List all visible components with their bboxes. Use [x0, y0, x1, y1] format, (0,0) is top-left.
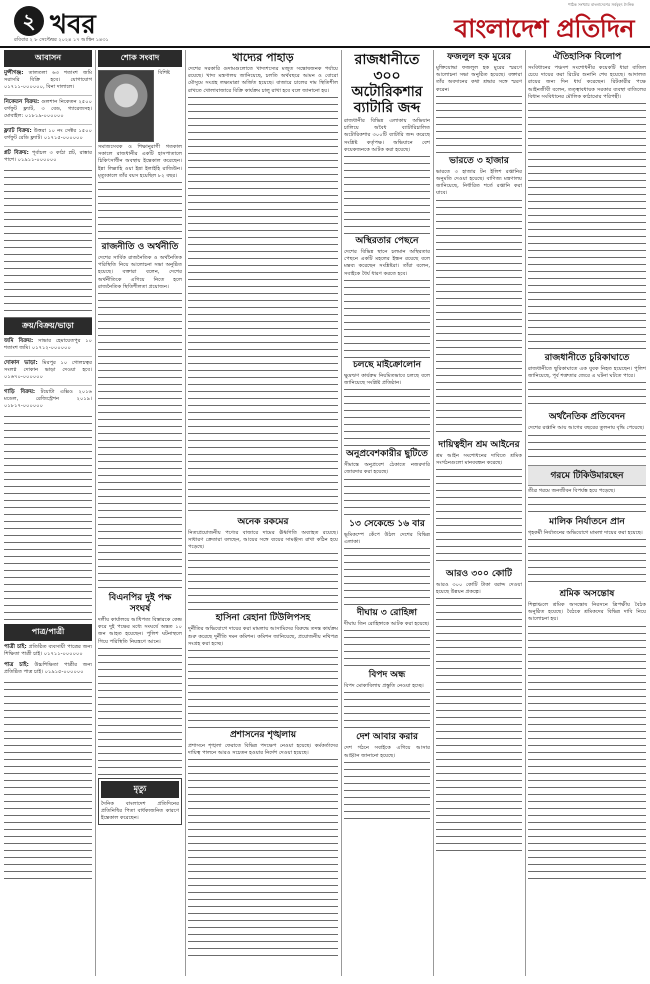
- section-title: খবর: [50, 10, 96, 40]
- story-headline: ভারতে ৩ হাজার: [449, 155, 509, 166]
- article-text-block: [344, 278, 430, 358]
- classified-text-block: [4, 680, 92, 880]
- classified-text: উচ্চশিক্ষিতা পাত্রীর জন্য প্রতিষ্ঠিত পাত্র চাই। ০১৯১৫-০০০০০০: [4, 662, 92, 675]
- classified-text: গুলশান নিকেতন ২৫০০ বর্গফুট ফ্ল্যাট, ৩ বেড, গ্যারেজসহ। মোবাইল: ০১৮১৯-০০০০০০: [4, 99, 92, 119]
- story-headline: আরও ৩০০ কোটি: [446, 569, 512, 580]
- story-text: ক্ষুদ্রঋণ কার্যক্রম নিয়মিতভাবে চলছে বলে জানিয়েছে সংশ্লিষ্ট প্রতিষ্ঠান।: [344, 372, 430, 387]
- article-text-block: [436, 94, 522, 154]
- obituary-head: শোক সংবাদ: [98, 50, 182, 67]
- story-text: শিল্পাঞ্চলে শ্রমিক অসন্তোষ নিরসনে ত্রিপক্ষীয় বৈঠক অনুষ্ঠিত হয়েছে। বৈঠকে শ্রমিকদের বিভিন্ন দাবি নিয়ে আলোচনা হয়।: [528, 602, 646, 623]
- story-headline: ফজলুল হক মুরের: [447, 52, 511, 62]
- classified-text: টয়োটা এক্সিও ২০১৬ মডেল, রেজিস্ট্রেশন ২০১৯। ০১৮১৭-০০০০০০: [4, 389, 92, 409]
- article-text-block: [528, 537, 646, 587]
- column-rule: [433, 50, 434, 976]
- story-text: সীমান্তে অনুপ্রবেশ ঠেকাতে নজরদারি জোরদার করা হয়েছে।: [344, 462, 430, 476]
- story-text: প্রশাসনে শৃঙ্খলা ফেরাতে বিভিন্ন পদক্ষেপ নেওয়া হয়েছে। কর্মকর্তাদের দায়িত্ব পালনে আরও সচেতন হওয়ার নির্দেশ দেওয়া হয়েছে।: [188, 743, 338, 757]
- divider: [4, 385, 92, 386]
- story-headline: দীঘায় ৩ রোহিঙ্গা: [357, 608, 417, 619]
- article-text-block: [528, 433, 646, 463]
- story-text: তীব্র গরমে জনজীবন বিপর্যস্ত হয়ে পড়েছে।: [528, 487, 616, 494]
- story-text: আরও ৩০০ কোটি টাকা বরাদ্দ দেওয়া হয়েছে উন্নয়ন প্রকল্পে।: [436, 582, 522, 596]
- story-text: দেশের রপ্তানি আয় আগের বছরের তুলনায় বৃদ্ধি পেয়েছে।: [528, 425, 645, 432]
- masthead-logo: বাংলাদেশ প্রতিদিন: [454, 14, 634, 43]
- story-text: দেশ গঠনে সবাইকে এগিয়ে আসার আহ্বান জানানো হয়েছে।: [344, 745, 430, 759]
- classifieds-column: [4, 50, 92, 976]
- column-3: [188, 50, 338, 976]
- story-text: দেশের সরকারি গুদামগুলোতে খাদ্যশস্যের মজুত সন্তোষজনক পর্যায়ে রয়েছে। খাদ্য মন্ত্রণালয় জানিয়েছে, চলতি অর্থবছরে আমন ও বোরো মৌসুমে সংগ্রহ লক্ষ্যমাত্রা অর্জিত হয়েছে। বাজারে চালের দাম স্থিতিশীল রাখতে খোলাবাজারে বিক্রি কার্যক্রম চালু রাখা হবে বলে জানানো হয়।: [188, 66, 338, 94]
- article-text-block: [528, 495, 646, 515]
- column-6: [528, 50, 646, 976]
- classified-text: পূর্বাচল ৩ কাঠা প্লট, রাস্তার পাশে। ০১৯১১-০০০০০০: [4, 150, 92, 163]
- article-text-block: [528, 101, 646, 351]
- masthead: [454, 2, 634, 52]
- story-headline: অস্থিরতার পেছনে: [355, 236, 419, 247]
- article-text-block: [344, 387, 430, 447]
- classified-ad: [4, 360, 92, 381]
- article-text-block: [436, 596, 522, 856]
- classified-label: প্লট বিক্রয়:: [4, 150, 29, 156]
- story-text: রাজধানীর বিভিন্ন এলাকায় অভিযান চালিয়ে অবৈধ ব্যাটারিচালিত অটোরিকশার ৩০০টি ব্যাটারি জব্দ করেছে সংশ্লিষ্ট কর্তৃপক্ষ। অভিযানে বেশ কয়েকজনকে আটক করা হয়েছে।: [344, 118, 430, 153]
- story-headline: খাদ্যের পাহাড়: [232, 51, 294, 64]
- article-text-block: [344, 690, 430, 730]
- classified-ad: [4, 338, 92, 352]
- classified-text-block: [4, 414, 92, 624]
- story-text: মুক্তিযোদ্ধা ফজলুল হক মুরের স্মরণে আলোচনা সভা অনুষ্ঠিত হয়েছে। বক্তারা তাঁর অবদানের কথা শ্রদ্ধার সঙ্গে স্মরণ করেন।: [436, 65, 522, 93]
- article-text-block: [528, 380, 646, 410]
- column-rule: [525, 50, 526, 976]
- story-text: দেশের সার্বিক রাজনৈতিক ও অর্থনৈতিক পরিস্থিতি নিয়ে আলোচনা সভা অনুষ্ঠিত হয়েছে। বক্তারা বলেন, দেশের অর্থনীতিকে এগিয়ে নিতে হলে রাজনৈতিক স্থিতিশীলতা প্রয়োজন।: [98, 255, 182, 290]
- divider: [4, 95, 92, 96]
- article-text-block: [436, 198, 522, 438]
- portrait-photo: [98, 70, 154, 142]
- story-headline: প্রশাসনের শৃঙ্খলায়: [229, 730, 297, 741]
- classified-text: মিরপুর ১০ গোলচত্বর সংলগ্ন দোকান ভাড়া দেওয়া হবে। ০১৬৭০-০০০০০০: [4, 360, 92, 380]
- divider: [4, 146, 92, 147]
- story-headline: রাজনীতি ও অর্থনীতি: [101, 242, 179, 253]
- divider: [4, 356, 92, 357]
- classified-label: নিকেতন বিক্রয়:: [4, 99, 40, 105]
- header-rule: [0, 46, 650, 48]
- divider: [4, 124, 92, 125]
- story-headline: অনুপ্রবেশকারীর ছুটিতে: [346, 449, 428, 460]
- story-text: দলীয় কার্যালয়ে আধিপত্য বিস্তারকে কেন্দ্র করে দুই পক্ষের মধ্যে সংঘর্ষে অন্তত ১০ জন আহত হয়েছেন। পুলিশ ঘটনাস্থলে গিয়ে পরিস্থিতি নিয়ন্ত্রণে আনে।: [98, 617, 182, 645]
- notice-box: [98, 778, 182, 826]
- classified-label: গাড়ি বিক্রয়:: [4, 389, 36, 395]
- masthead-tagline: পাঠক সংখ্যায় বাংলাদেশের সর্ববৃহৎ দৈনিক: [567, 2, 634, 7]
- classified-text: তালতলা ৬৩ শতাংশ জমি সরাসরি বিক্রি হবে। যোগাযোগ ০১৭১১-০০০০০০, বিনা দালালে।: [4, 70, 92, 90]
- classified-ad: [4, 150, 92, 164]
- story-headline: মালিক নির্যাতনে প্রান: [549, 516, 625, 527]
- classified-label: পাত্র চাই:: [4, 662, 29, 668]
- article-text-block: [344, 760, 430, 820]
- classified-ad: [4, 389, 92, 410]
- story-text: সংবিধানের পঞ্চদশ সংশোধনীর কয়েকটি ধারা বাতিল চেয়ে দায়ের করা রিটের শুনানি শেষ হয়েছে। আদালত রায়ের জন্য দিন ধার্য করেছেন। রিটকারীর পক্ষে আইনজীবী বলেন, তত্ত্বাবধায়ক সরকার ব্যবস্থা বাতিলের বিধান সংবিধানের মৌলিক কাঠামোর পরিপন্থী।: [528, 65, 646, 100]
- column-2: [98, 50, 182, 976]
- article-text-block: [188, 551, 338, 611]
- classified-text: প্রতিষ্ঠিত ব্যবসায়ী পাত্রের জন্য শিক্ষিতা পাত্রী চাই। ০১৭১১-০০০০০০: [4, 644, 92, 657]
- story-text: গৃহকর্মী নির্যাতনের অভিযোগে মামলা দায়ের করা হয়েছে।: [528, 529, 643, 536]
- page-header: [0, 0, 650, 46]
- story-headline: রাজধানীতে চুরিকাঘাতে: [544, 353, 630, 364]
- story-headline: হাসিনা রেহানা টিউলিপসহ: [215, 613, 311, 624]
- story-headline: গরমে টিকিউমারছেন: [528, 465, 646, 486]
- article-text-block: [98, 291, 182, 591]
- story-text: শ্রম আইন সংশোধনের দাবিতে শ্রমিক সংগঠনগুলো মানববন্ধন করেছে।: [436, 452, 522, 466]
- classified-label: পাত্রী চাই:: [4, 644, 27, 650]
- story-headline: চলছে মাইক্রোলোন: [352, 359, 422, 370]
- story-headline: দায়িত্বহীন শ্রম আইনের: [438, 439, 520, 450]
- classifieds-subhead: ক্রয়/বিক্রয়/ভাড়া: [4, 318, 92, 335]
- notice-text: দৈনিক বাংলাদেশ প্রতিদিনের প্রতিনিধির পিতা বার্ধক্যজনিত কারণে ইন্তেকাল করেছেন।: [101, 800, 179, 822]
- classified-ad: [4, 644, 92, 658]
- classified-label: ফ্ল্যাট বিক্রয়:: [4, 128, 32, 134]
- story-text: বিপদ মোকাবিলায় প্রস্তুতি নেওয়া হচ্ছে।: [344, 683, 424, 690]
- classified-label: মুন্সীগঞ্জ:: [4, 70, 24, 76]
- article-text-block: [528, 624, 646, 884]
- article-text-block: [98, 646, 182, 776]
- article-text-block: [188, 648, 338, 728]
- story-headline: ঐতিহাসিক বিলোপ: [552, 52, 622, 62]
- article-text-block: [436, 467, 522, 567]
- story-text: রাজধানীতে ছুরিকাঘাতে এক যুবক নিহত হয়েছেন। পুলিশ জানিয়েছে, পূর্ব শত্রুতার জেরে এ ঘটনা ঘটতে পারে।: [528, 366, 646, 380]
- article-text-block: [188, 757, 338, 957]
- lead-headline: রাজধানীতে ৩০০ অটোরিকশার ব্যাটারি জব্দ: [351, 52, 423, 116]
- classified-ad: [4, 99, 92, 120]
- article-text-block: [344, 628, 430, 668]
- article-text-block: [98, 180, 182, 240]
- story-headline: শ্রমিক অসন্তোষ: [559, 589, 615, 600]
- story-text: দেশের বিভিন্ন স্থানে চলমান অস্থিরতার পেছনে একটি মহলের ইন্ধন রয়েছে বলে মন্তব্য করেছেন সংশ্লিষ্টরা। তাঁরা বলেন, সবাইকে ধৈর্য ধারণ করতে হবে।: [344, 249, 430, 277]
- article-text-block: [344, 154, 430, 234]
- page-number: ২: [14, 6, 44, 36]
- classified-label: জমি বিক্রয়:: [4, 338, 34, 344]
- story-text: নিত্যপ্রয়োজনীয় পণ্যের বাজারে দামের ঊর্ধ্বগতি অব্যাহত রয়েছে। সাধারণ ক্রেতারা বলছেন, আয়ের সঙ্গে ব্যয়ের সামঞ্জস্য রাখা কঠিন হয়ে পড়েছে।: [188, 529, 338, 551]
- story-text: দীঘায় তিন রোহিঙ্গাকে আটক করা হয়েছে।: [344, 621, 430, 628]
- story-text: ভূমিকম্পে কেঁপে উঠল দেশের বিভিন্ন এলাকা।: [344, 531, 430, 545]
- story-text: দুর্নীতির অভিযোগে দায়ের করা মামলায় আসামিদের বিরুদ্ধে তদন্ত কার্যক্রম শুরু করেছে দুর্নীতি দমন কমিশন। কমিশন জানিয়েছে, প্রয়োজনীয় নথিপত্র সংগ্রহ করা হচ্ছে।: [188, 626, 338, 647]
- column-4: [344, 50, 430, 976]
- classified-ad: [4, 128, 92, 142]
- story-headline: ১৩ সেকেন্ডে ১৬ বার: [349, 518, 425, 529]
- story-headline: অনেক রকমের: [237, 516, 289, 527]
- classified-text-block: [4, 168, 92, 318]
- obituary-text: বিশিষ্ট সমাজসেবক ও শিক্ষানুরাগী গতকাল সকালে রাজধানীর একটি হাসপাতালে চিকিৎসাধীন অবস্থায় ইন্তেকাল করেছেন। ইন্না লিল্লাহি ওয়া ইন্না ইলাইহি রাজিউন। মৃত্যুকালে তাঁর বয়স হয়েছিল ৮২ বছর।: [98, 70, 182, 179]
- classified-text: সাভার হেমায়েতপুর ১০ শতাংশ জমি। ০১৭১২-০০০০০০: [4, 338, 92, 351]
- column-5: [436, 50, 522, 976]
- classified-ad: [4, 662, 92, 676]
- story-headline: বিপদ অন্ধ: [368, 670, 406, 681]
- classified-ad: [4, 70, 92, 91]
- story-headline: দেশ আবার করার: [356, 732, 418, 743]
- notice-head: মৃত্যু: [101, 781, 179, 798]
- classifieds-head: আবাসন: [4, 50, 92, 67]
- story-text: ভারতে ৩ হাজার টন ইলিশ রপ্তানির অনুমতি দেওয়া হয়েছে। বাণিজ্য মন্ত্রণালয় জানিয়েছে, নির্ধারিত শর্তে রপ্তানি করা যাবে।: [436, 168, 522, 197]
- classified-label: দোকান ভাড়া:: [4, 360, 38, 366]
- article-text-block: [344, 477, 430, 517]
- dateline: রবিবার ২ ৮ সেপ্টেম্বর ২০২৪ ১৭ আশ্বিন ১৪৩১: [14, 37, 109, 43]
- column-rule: [185, 50, 186, 976]
- column-rule: [341, 50, 342, 976]
- classified-text: উত্তরা ১০ নং সেক্টর ১৫০০ বর্গফুট রেডি ফ্ল্যাট। ০১৭১৫-০০০০০০: [4, 128, 92, 141]
- story-headline: বিএনপির দুই পক্ষ সংঘর্ষ: [108, 593, 172, 615]
- article-text-block: [188, 95, 338, 515]
- column-rule: [95, 50, 96, 976]
- article-text-block: [344, 546, 430, 606]
- story-headline: অর্থনৈতিক প্রতিবেদন: [548, 412, 626, 423]
- classifieds-subhead: পাত্র/পাত্রী: [4, 624, 92, 641]
